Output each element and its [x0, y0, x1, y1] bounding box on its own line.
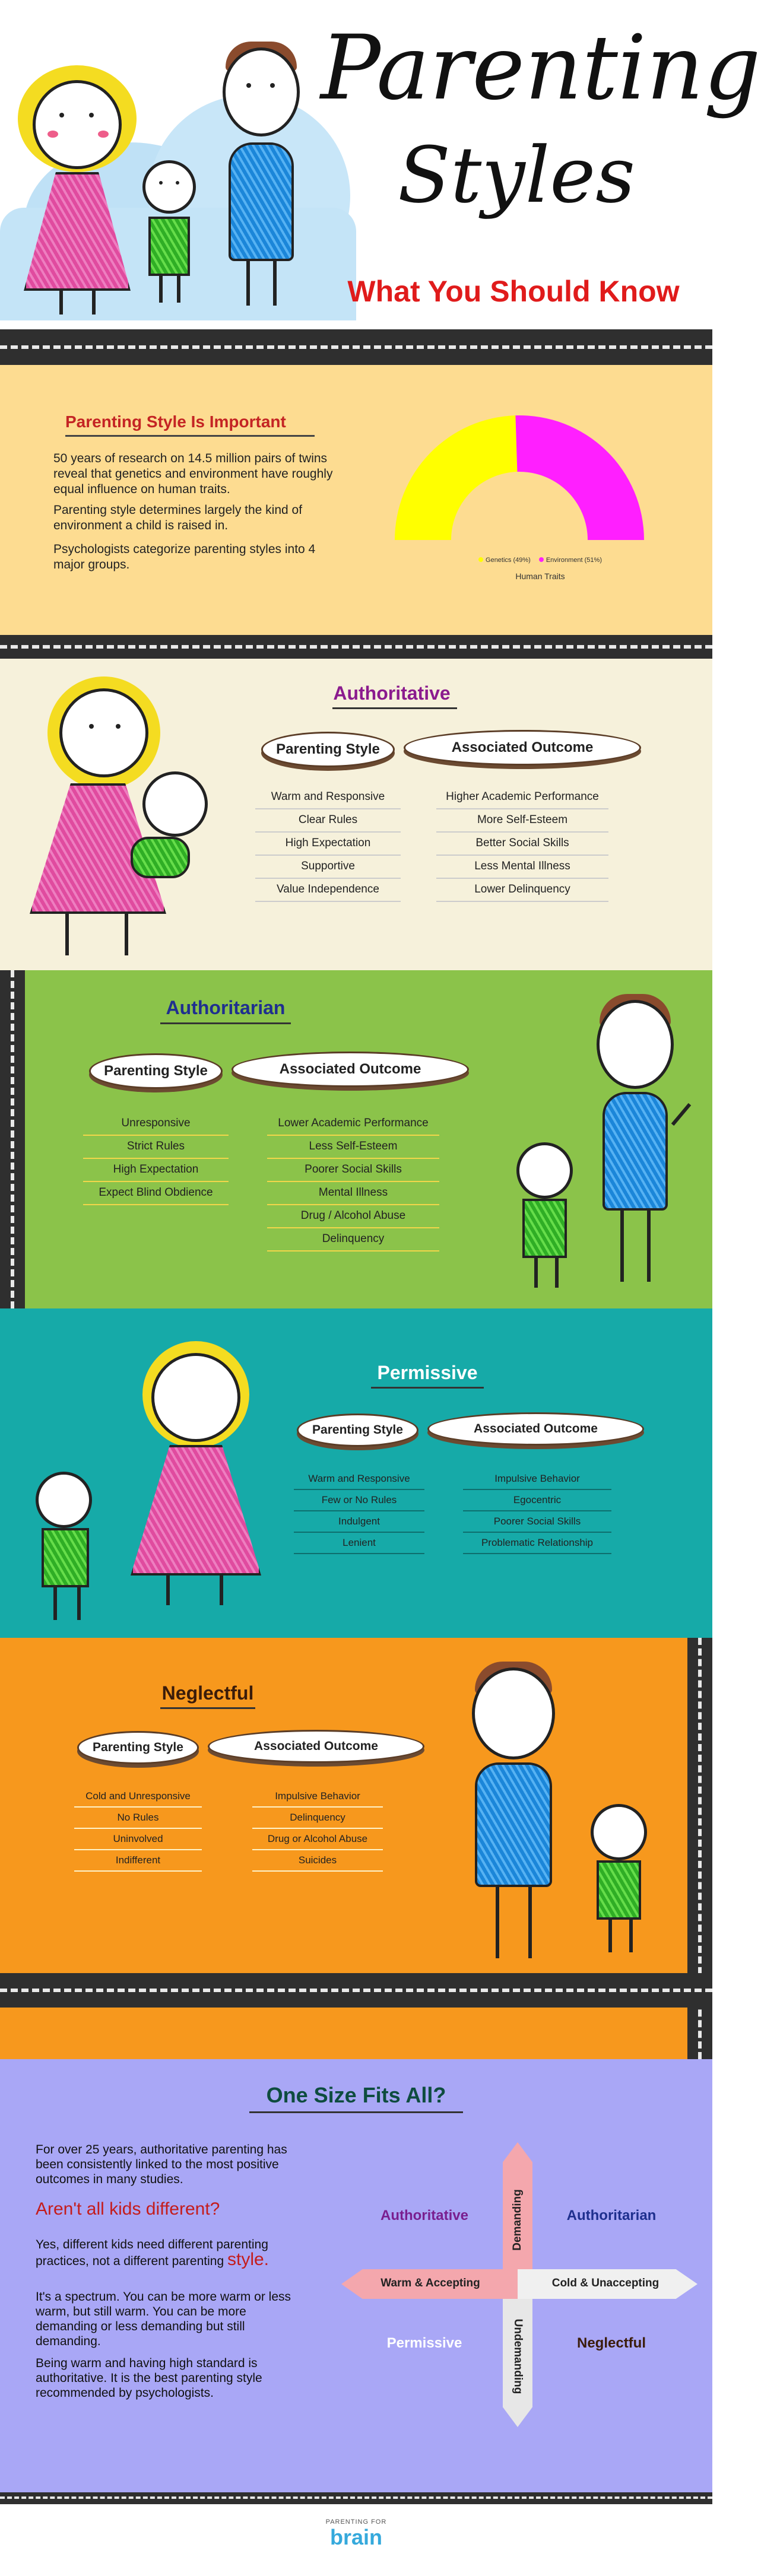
list-item: High Expectation [255, 833, 401, 856]
legend-swatch-genetics [478, 557, 483, 562]
list-item: Drug / Alcohol Abuse [267, 1205, 439, 1228]
list-item: Impulsive Behavior [463, 1469, 611, 1490]
list-item: Supportive [255, 856, 401, 879]
donut-slice-0 [395, 415, 517, 540]
list-item: Value Independence [255, 879, 401, 902]
page-subtitle: What You Should Know [347, 275, 680, 308]
scolding-father-child-illustration [499, 994, 700, 1291]
axis-label-cold: Cold & Unaccepting [551, 2277, 659, 2289]
authoritarian-heading: Authoritarian [166, 997, 286, 1018]
list-item: Uninvolved [74, 1829, 202, 1850]
mother-holding-child-illustration [12, 676, 226, 961]
authoritative-outcome-list [436, 786, 608, 902]
road-divider [0, 2492, 712, 2504]
permissive-style-list [294, 1469, 424, 1554]
road-divider [0, 635, 712, 659]
heading-underline [160, 1022, 291, 1024]
importance-heading: Parenting Style Is Important [65, 412, 315, 437]
list-item: Problematic Relationship [463, 1533, 611, 1554]
list-item: Delinquency [252, 1808, 383, 1829]
list-item: Warm and Responsive [255, 786, 401, 809]
list-item: Lenient [294, 1533, 424, 1554]
heading-underline [249, 2111, 463, 2113]
list-item: Impulsive Behavior [252, 1786, 383, 1808]
road-vertical [0, 970, 25, 1308]
quadrant-permissive: Permissive [386, 2335, 462, 2351]
chart-legend [469, 557, 611, 564]
parenting-style-pill: Parenting Style [77, 1731, 199, 1764]
father-figure-illustration [214, 42, 309, 315]
list-item: Mental Illness [267, 1182, 439, 1205]
heading-underline [160, 1707, 255, 1709]
donut-slice-1 [515, 415, 644, 540]
legend-item-genetics: Genetics (49%) [478, 557, 531, 564]
quadrant-authoritative: Authoritative [380, 2207, 468, 2224]
authoritative-heading: Authoritative [333, 682, 451, 704]
axis-label-undemanding: Undemanding [512, 2318, 524, 2394]
mother-figure-illustration [18, 65, 137, 315]
list-item: Higher Academic Performance [436, 786, 608, 809]
list-item: Poorer Social Skills [463, 1511, 611, 1533]
road-divider [0, 1973, 712, 2008]
list-item: Clear Rules [255, 809, 401, 833]
parenting-style-pill: Parenting Style [89, 1053, 223, 1089]
importance-paragraph-2: Parenting style determines largely the kind of environment a child is raised in. [53, 503, 303, 532]
list-item: Cold and Unresponsive [74, 1786, 202, 1808]
hero-section [0, 0, 761, 332]
authoritative-section [0, 659, 712, 970]
list-item: Better Social Skills [436, 833, 608, 856]
list-item: More Self-Esteem [436, 809, 608, 833]
list-item: Indifferent [74, 1850, 202, 1872]
quadrant-neglectful: Neglectful [576, 2335, 646, 2351]
list-item: Warm and Responsive [294, 1469, 424, 1490]
parenting-quadrant-diagram [341, 2142, 697, 2427]
associated-outcome-pill: Associated Outcome [208, 1730, 424, 1763]
list-item: Expect Blind Obdience [83, 1182, 229, 1205]
summary-paragraph-3: It's a spectrum. You can be more warm or less warm, but still warm. You can be more demanding or less demanding but still demanding. [36, 2290, 291, 2348]
axis-label-warm: Warm & Accepting [380, 2277, 480, 2289]
list-item: Delinquency [267, 1228, 439, 1252]
list-item: Few or No Rules [294, 1490, 424, 1511]
neglectful-heading: Neglectful [161, 1682, 254, 1704]
child-figure-illustration [137, 160, 202, 309]
list-item: Less Self-Esteem [267, 1136, 439, 1159]
list-item: Less Mental Illness [436, 856, 608, 879]
summary-question: Aren't all kids different? [36, 2199, 220, 2219]
father-ignoring-child-illustration [463, 1662, 671, 1970]
summary-paragraph-2-text: Yes, different kids need different parenting practices, not a different parenting [36, 2238, 268, 2268]
list-item: Strict Rules [83, 1136, 229, 1159]
permissive-heading: Permissive [377, 1362, 478, 1383]
axis-label-demanding: Demanding [511, 2189, 524, 2251]
footer-logo-line2: brain [329, 2525, 382, 2549]
road-divider [0, 329, 712, 365]
list-item: Poorer Social Skills [267, 1159, 439, 1182]
associated-outcome-pill: Associated Outcome [404, 730, 641, 766]
importance-paragraph-3: Psychologists categorize parenting styles into 4 major groups. [53, 542, 316, 571]
parenting-style-pill: Parenting Style [297, 1414, 418, 1447]
list-item: Lower Academic Performance [267, 1113, 439, 1136]
genetics-environment-chart [386, 398, 653, 552]
summary-section [0, 2059, 712, 2492]
heading-underline [332, 707, 457, 709]
authoritarian-style-list [83, 1113, 229, 1205]
page-title-line1: Parenting [321, 17, 761, 120]
list-item: No Rules [74, 1808, 202, 1829]
authoritarian-outcome-list [267, 1113, 439, 1252]
list-item: Drug or Alcohol Abuse [252, 1829, 383, 1850]
list-item: Indulgent [294, 1511, 424, 1533]
permissive-outcome-list [463, 1469, 611, 1554]
quadrant-authoritarian: Authoritarian [566, 2207, 657, 2224]
footer [0, 2504, 712, 2576]
footer-logo-line1: PARENTING FOR [325, 2518, 387, 2526]
permissive-section [0, 1308, 712, 1638]
mother-child-illustration [24, 1341, 303, 1626]
associated-outcome-pill: Associated Outcome [232, 1052, 469, 1087]
list-item: Egocentric [463, 1490, 611, 1511]
chart-caption: Human Traits [515, 571, 565, 581]
list-item: High Expectation [83, 1159, 229, 1182]
authoritarian-section [0, 970, 712, 1308]
summary-heading: One Size Fits All? [266, 2083, 446, 2107]
associated-outcome-pill: Associated Outcome [427, 1412, 644, 1446]
neglectful-style-list [74, 1786, 202, 1872]
importance-paragraph-1: 50 years of research on 14.5 million pairs of twins reveal that genetics and environment have roughly equal influence on human traits. [53, 452, 333, 496]
legend-swatch-environment [539, 557, 544, 562]
page-title-line2: Styles [398, 130, 635, 220]
footer-logo[interactable] [297, 2518, 416, 2549]
summary-style-emphasis: style. [227, 2250, 269, 2269]
authoritative-style-list [255, 786, 401, 902]
importance-section [0, 365, 712, 635]
legend-item-environment: Environment (51%) [539, 557, 602, 564]
neglectful-outcome-list [252, 1786, 383, 1872]
list-item: Unresponsive [83, 1113, 229, 1136]
summary-paragraph-4: Being warm and having high standard is authoritative. It is the best parenting style recommended by psychologists. [36, 2356, 262, 2400]
parenting-style-pill: Parenting Style [261, 732, 395, 767]
list-item: Suicides [252, 1850, 383, 1872]
list-item: Lower Delinquency [436, 879, 608, 902]
heading-underline [371, 1387, 484, 1389]
summary-paragraph-1: For over 25 years, authoritative parenting has been consistently linked to the most positive outcomes in many studies. [36, 2143, 287, 2186]
summary-paragraph-2 [36, 2237, 309, 2269]
